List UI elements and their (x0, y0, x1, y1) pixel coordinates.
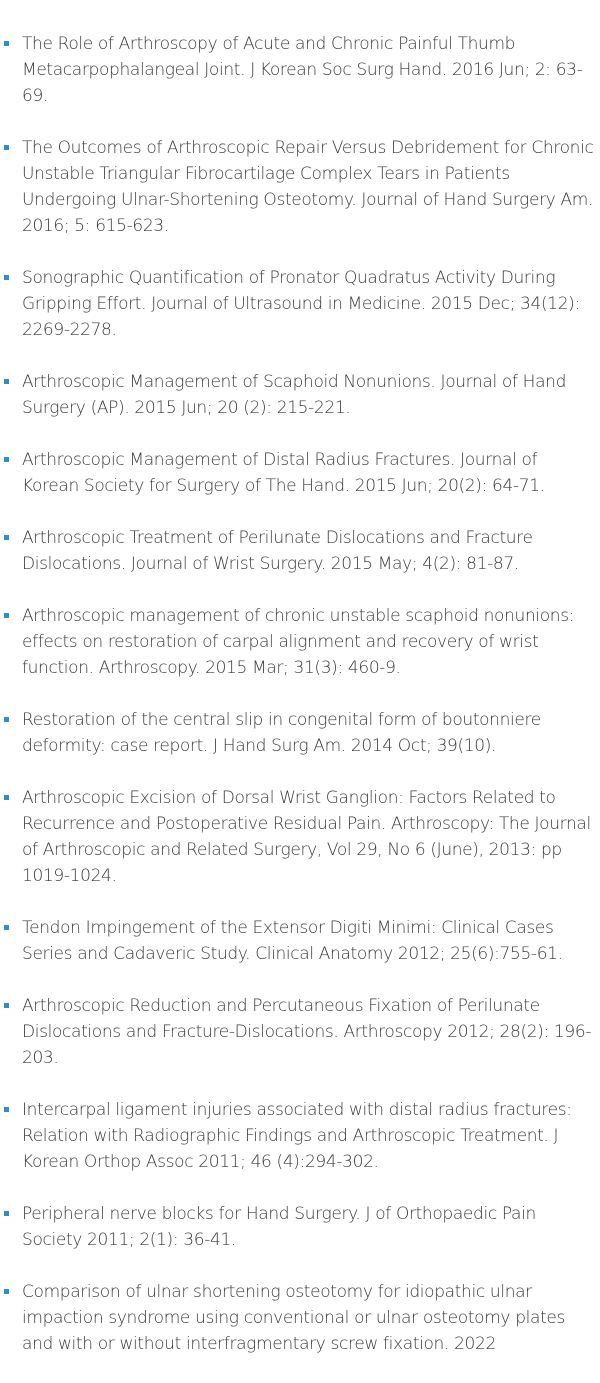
publication-text: Intercarpal ligament injuries associated with distal radius fractures: Relation with Radiographic Findings and Arthroscopic Treatment. J Korean Orthop Assoc 2011; 46 (4):294-302. (22, 1100, 572, 1172)
publication-text: The Outcomes of Arthroscopic Repair Versus Debridement for Chronic Unstable Triangular Fibrocartilage Complex Tears in Patients Undergoing Ulnar-Shortening Osteotomy. Journal of Hand Surgery Am. 2016; 5: 615-623. (22, 138, 594, 236)
publication-text: Arthroscopic management of chronic unstable scaphoid nonunions: effects on restoration of carpal alignment and recovery of wrist function. Arthroscopy. 2015 Mar; 31(3): 460-9. (22, 606, 575, 678)
bullet-icon (4, 535, 9, 540)
publication-text: Arthroscopic Management of Scaphoid Nonunions. Journal of Hand Surgery (AP). 2015 Jun; 20 (2): 215-221. (22, 372, 567, 418)
list-item (0, 1279, 600, 1357)
list-item (0, 31, 600, 109)
publication-text: Restoration of the central slip in congenital form of boutonniere deformity: case report. J Hand Surg Am. 2014 Oct; 39(10). (22, 710, 541, 756)
bullet-icon (4, 717, 9, 722)
list-item (0, 785, 600, 889)
list-item (0, 447, 600, 499)
bullet-icon (4, 1107, 9, 1112)
list-item (0, 369, 600, 421)
publication-list (0, 31, 600, 1383)
publication-text: Peripheral nerve blocks for Hand Surgery. J of Orthopaedic Pain Society 2011; 2(1): 36-41. (22, 1204, 536, 1250)
publication-text: Sonographic Quantification of Pronator Quadratus Activity During Gripping Effort. Journal of Ultrasound in Medicine. 2015 Dec; 34(12): 2269-2278. (22, 268, 580, 340)
bullet-icon (4, 795, 9, 800)
bullet-icon (4, 379, 9, 384)
publication-text: The Role of Arthroscopy of Acute and Chronic Painful Thumb Metacarpophalangeal Joint. J Korean Soc Surg Hand. 2016 Jun; 2: 63-69. (22, 34, 583, 106)
list-item (0, 707, 600, 759)
bullet-icon (4, 457, 9, 462)
list-item (0, 525, 600, 577)
list-item (0, 603, 600, 681)
list-item (0, 135, 600, 239)
bullet-icon (4, 1289, 9, 1294)
bullet-icon (4, 145, 9, 150)
list-item (0, 1097, 600, 1175)
bullet-icon (4, 41, 9, 46)
list-item (0, 1201, 600, 1253)
bullet-icon (4, 275, 9, 280)
publication-text: Arthroscopic Reduction and Percutaneous Fixation of Perilunate Dislocations and Fracture-Dislocations. Arthroscopy 2012; 28(2): 196-203. (22, 996, 592, 1068)
list-item (0, 915, 600, 967)
bullet-icon (4, 925, 9, 930)
publication-text: Arthroscopic Treatment of Perilunate Dislocations and Fracture Dislocations. Journal of Wrist Surgery. 2015 May; 4(2): 81-87. (22, 528, 533, 574)
publication-text: Comparison of ulnar shortening osteotomy for idiopathic ulnar impaction syndrome using conventional or ulnar osteotomy plates and with or without interfragmentary screw fixation. 2022 (22, 1282, 566, 1354)
bullet-icon (4, 1211, 9, 1216)
publication-text: Arthroscopic Excision of Dorsal Wrist Ganglion: Factors Related to Recurrence and Postoperative Residual Pain. Arthroscopy: The Journal of Arthroscopic and Related Surgery, Vol 29, No 6 (June), 2013: pp 1019-1024. (22, 788, 591, 886)
list-item (0, 993, 600, 1071)
bullet-icon (4, 1003, 9, 1008)
publication-text: Arthroscopic Management of Distal Radius Fractures. Journal of Korean Society for Surgery of The Hand. 2015 Jun; 20(2): 64-71. (22, 450, 545, 496)
bullet-icon (4, 613, 9, 618)
list-item (0, 265, 600, 343)
publication-text: Tendon Impingement of the Extensor Digiti Minimi: Clinical Cases Series and Cadaveric Study. Clinical Anatomy 2012; 25(6):755-61. (22, 918, 563, 964)
